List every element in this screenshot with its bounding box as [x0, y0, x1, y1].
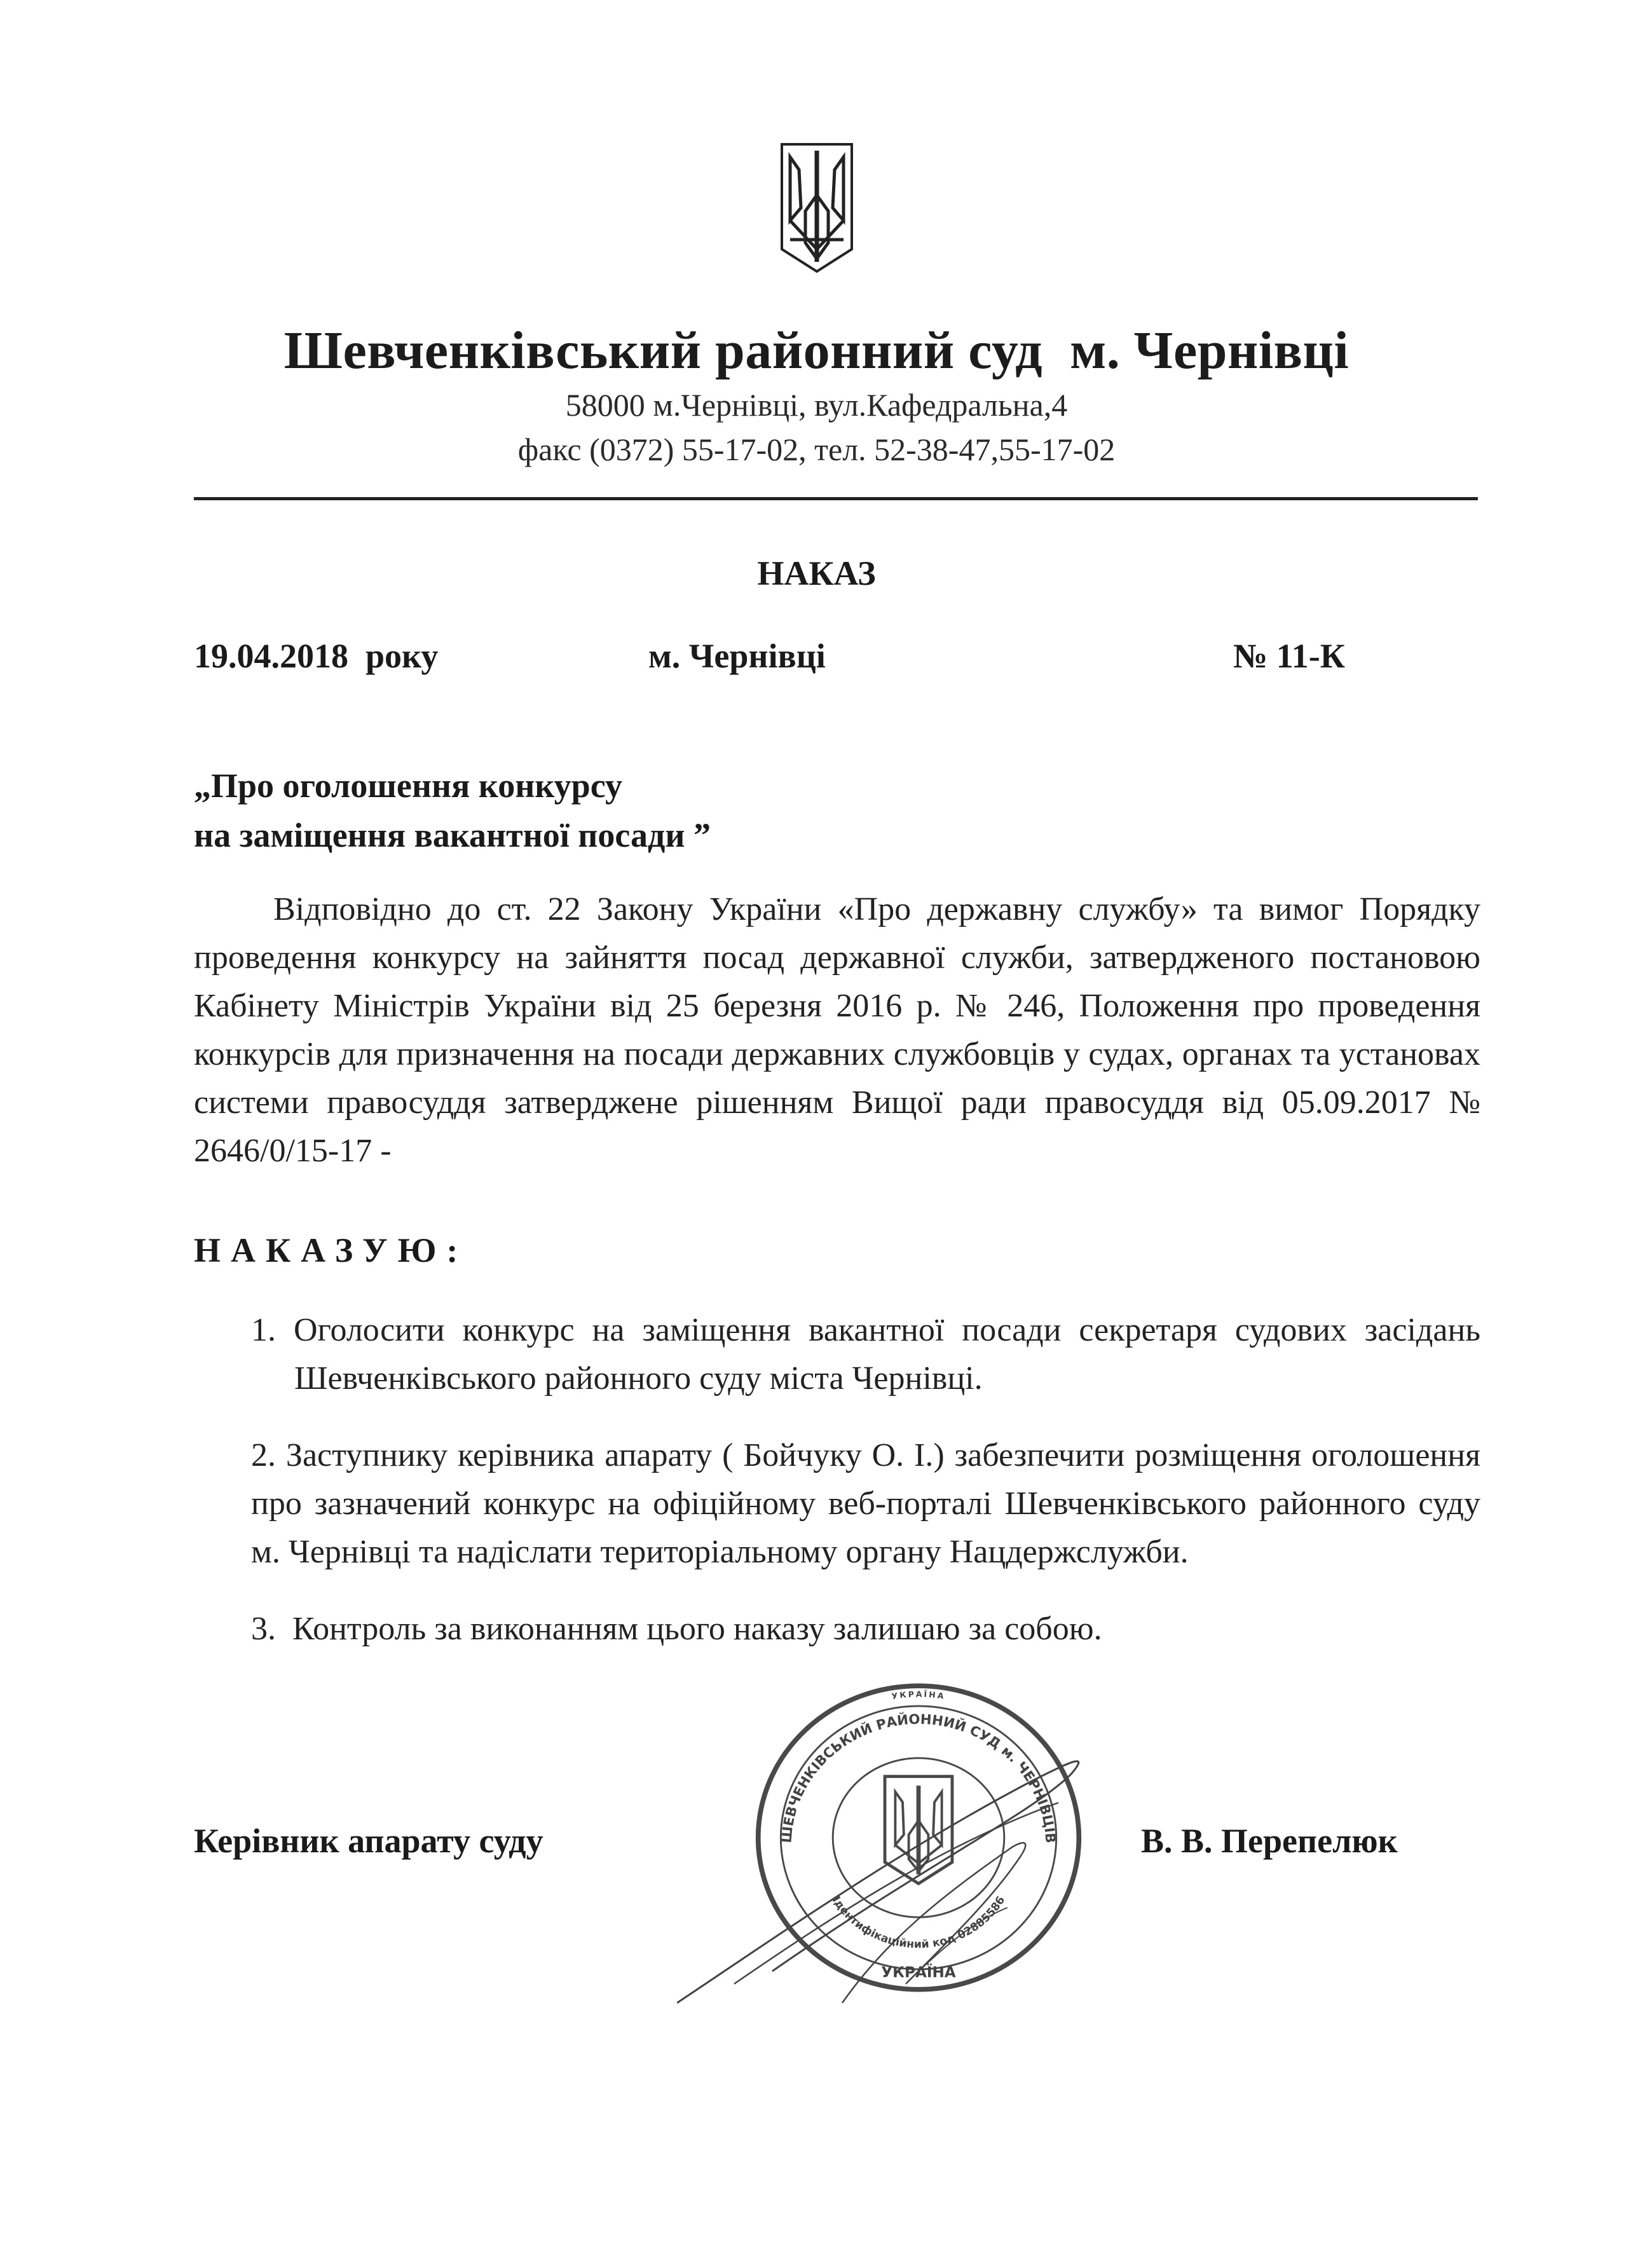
stamp-bottom-text: УКРАЇНА [881, 1964, 956, 1981]
organization-phones: факс (0372) 55-17-02, тел. 52-38-47,55-17-02 [517, 432, 1116, 467]
ukraine-trident-emblem-icon [779, 141, 855, 275]
order-item-2: 2. Заступнику керівника апарату ( Бойчуку О. І.) забезпечити розміщення оголошення про зазначений конкурс на офіційному веб-порталі Шевченківського районного суду м. Чернівці та надіслати територіальному органу Нацдержслужби. [251, 1437, 1480, 1570]
organization-name: Шевченківський районний суд м. Чернівці [284, 321, 1349, 380]
signature-area [194, 1679, 1480, 2009]
order-item-3: 3. Контроль за виконанням цього наказу залишаю за собою. [251, 1611, 1102, 1647]
emblem-container [0, 141, 1633, 275]
order-heading: НАКАЗУЮ: [194, 1231, 468, 1269]
organization-address: 58000 м.Чернівці, вул.Кафедральна,4 [565, 387, 1068, 423]
document-subject [194, 761, 1480, 860]
stamp-outer-text: ШЕВЧЕНКІВСЬКИЙ РАЙОННИЙ СУД м. ЧЕРНІВЦІВ [778, 1711, 1059, 1844]
signatory-name: В. В. Перепелюк [1141, 1822, 1398, 1860]
document-meta-row [194, 634, 1480, 678]
document-number: № 11-К [1233, 637, 1345, 675]
stamp-inner-text: Ідентифікаційний код 02885586 [829, 1894, 1008, 1951]
header-divider [194, 497, 1478, 500]
document-date: 19.04.2018 року [194, 637, 439, 675]
signatory-position: Керівник апарату суду [194, 1822, 543, 1860]
preamble-paragraph: Відповідно до ст. 22 Закону України «Про державну службу» та вимог Порядку проведення конкурсу на зайняття посад державної служби, затвердженого постановою Кабінету Міністрів України від 25 березня 2016 р. № 246, Положення про проведення конкурсів для призначення на посади державних службовців у судах, органах та установах системи правосуддя затверджене рішенням Вищої ради правосуддя від 05.09.2017 № 2646/0/15-17 - [194, 891, 1480, 1169]
document-city: м. Чернівці [648, 637, 826, 675]
subject-line-1: „Про оголошення конкурсу [194, 767, 622, 805]
subject-line-2: на заміщення вакантної посади ” [194, 816, 711, 854]
handwritten-signature [677, 1730, 1122, 2009]
document-title: НАКАЗ [757, 554, 876, 592]
order-item-1: 1. Оголосити конкурс на заміщення вакантної посади секретаря судових засідань Шевченківського районного суду міста Чернівці. [251, 1312, 1480, 1397]
stamp-rim-text: УКРАЇНА [891, 1689, 946, 1702]
